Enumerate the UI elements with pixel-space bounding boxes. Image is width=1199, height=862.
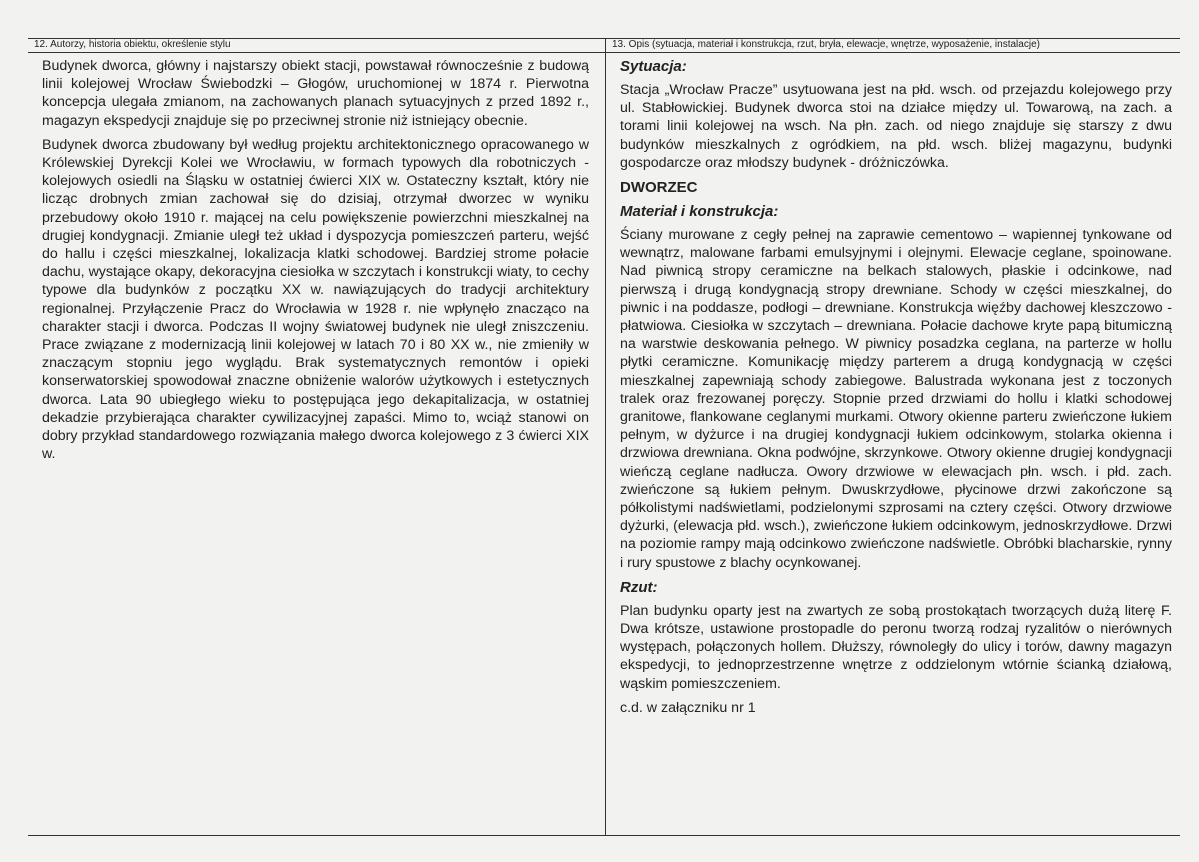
- history-paragraph-2: Budynek dworca zbudowany był według projektu architektonicznego opracowanego w Królewskiej Dyrekcji Kolei we Wrocławiu, w formach typowych dla robotniczych - kolejowych osiedli na Śląsku w ostatniej ćwierci XIX w. Ostateczny kształt, który nie licząc drobnych zmian zachował się do dzisiaj, otrzymał dworzec w wyniku przebudowy około 1910 r. mającej na celu powiększenie powierzchni mieszkalnej na drugiej kondygnacji. Zmianie uległ też układ i dyspozycja pomieszczeń parteru, wejść do hallu i części mieszkalnej, lokalizacja klatki schodowej. Bardziej strome połacie dachu, wystające okapy, dekoracyjna ciesiołka w szczytach i konstrukcji wiaty, to cechy typowe dla budynków z początku XX w. nawiązujących do tradycji architektury regionalnej. Przyłączenie Pracz do Wrocławia w 1928 r. nie wpłynęło znacząco na charakter stacji i dworca. Podczas II wojny światowej budynek nie uległ zniszczeniu. Prace związane z modernizacją linii kolejowej w latach 70 i 80 XX w., nie zmieniły w znaczącym stopniu jego wyglądu. Brak systematycznych remontów i opieki konserwatorskiej spowodował znaczne obniżenie walorów użytkowych i estetycznych dworca. Lata 90 ubiegłego wieku to postępująca jego dekapitalizacja, w ostatniej dekadzie przybierająca charakter cywilizacyjnej zapaści. Mimo to, wciąż stanowi on dobry przykład standardowego rozwiązania małego dworca kolejowego z 3 ćwierci XIX w.: [42, 136, 589, 463]
- left-column-body: [28, 53, 605, 463]
- dworzec-heading: DWORZEC: [620, 179, 698, 197]
- document-sheet: [28, 38, 1180, 836]
- bottom-rule: [28, 835, 1180, 836]
- plan-heading: Rzut:: [620, 578, 658, 596]
- right-column-body: [606, 53, 1180, 717]
- situation-text: Stacja „Wrocław Pracze” usytuowana jest na płd. wsch. od przejazdu kolejowego przy ul. Stabłowickiej. Budynek dworca stoi na działce między ul. Towarową, na zach. a torami linii kolejowej na wsch. Na płn. zach. od niego znajduje się starszy z dwu budynków mieszkalnych z ogródkiem, na płd. wsch. bliżej magazynu, budynki gospodarcze oraz młodszy budynek - dróżniczówka.: [620, 82, 1172, 171]
- left-column: [28, 38, 606, 836]
- attachment-note: c.d. w załączniku nr 1: [620, 699, 756, 716]
- situation-heading: Sytuacja:: [620, 58, 687, 75]
- history-paragraph-1: Budynek dworca, główny i najstarszy obiekt stacji, powstawał równocześnie z budową linii kolejowej Wrocław Świebodzki – Głogów, uruchomionej w 1874 r. Pierwotna koncepcja ulegała zmianom, na zachowanych planach sytuacyjnych z przed 1892 r., magazyn ekspedycji znajduje się po przeciwnej stronie niż istniejący obecnie.: [42, 58, 589, 129]
- right-column: [606, 38, 1180, 836]
- section-12-header: 12. Autorzy, historia obiektu, określenie stylu: [28, 38, 605, 53]
- material-text: Ściany murowane z cegły pełnej na zaprawie cementowo – wapiennej tynkowane od wewnątrz, malowane farbami emulsyjnymi i olejnymi. Elewacje ceglane, spoinowane. Nad piwnicą stropy ceramiczne na belkach stalowych, płaskie i odcinkowe, nad pierwszą i drugą kondygnacją stropy drewniane. Schody w części mieszkalnej, do piwnic i na poddasze, podłogi – drewniane. Konstrukcja więźby dachowej kleszczowo - płatwiowa. Ciesiołka w szczytach – drewniana. Połacie dachowe kryte papą bitumiczną na warstwie deskowania pełnego. W piwnicy posadzka ceglana, na parterze w hollu płytki ceramiczne. Komunikację między parterem a drugą kondygnacją w części mieszkalnej zapewniają schody zabiegowe. Balustrada wykonana jest z toczonych tralek oraz frezowanej poręczy. Stopnie przed drzwiami do hollu i klatki schodowej granitowe, flankowane ceglanymi murkami. Otwory okienne parteru zwieńczone łukiem pełnym, w dyżurce i na drugiej kondygnacji łukiem odcinkowym, stolarka okienna i drzwiowa drewniana. Okna podwójne, skrzynkowe. Otwory okienne drugiej kondygnacji wieńczą ceglane nadłucza. Owory drzwiowe w elewacjach płn. wsch. i płd. zach. zwieńczone są łukiem pełnym. Dwuskrzydłowe, płycinowe drzwi zakończone są półkolistymi nadświetlami, podzielonymi szprosami na cztery części. Otwory drzwiowe dyżurki, (elewacja płd. wsch.), zwieńczone łukiem odcinkowym, jednoskrzydłowe. Drzwi na poziomie rampy mają odcinkowo zwieńczone nadświetle. Obróbki blacharskie, rynny i rury spustowe z blachy ocynkowanej.: [620, 227, 1172, 571]
- section-13-header: 13. Opis (sytuacja, materiał i konstrukcja, rzut, bryła, elewacje, wnętrze, wyposażenie, instalacje): [606, 38, 1180, 53]
- material-heading: Materiał i konstrukcja:: [620, 203, 779, 221]
- plan-text: Plan budynku oparty jest na zwartych ze sobą prostokątach tworzących dużą literę F. Dwa krótsze, ustawione prostopadle do peronu tworzą rodzaj ryzalitów o nierównych występach, połączonych hollem. Dłuższy, równoległy do ulicy i torów, dawny magazyn ekspedycji, to jednoprzestrzenne wnętrze z oddzielonym wtórnie ścianką działową, wąskim pomieszczeniem.: [620, 602, 1172, 692]
